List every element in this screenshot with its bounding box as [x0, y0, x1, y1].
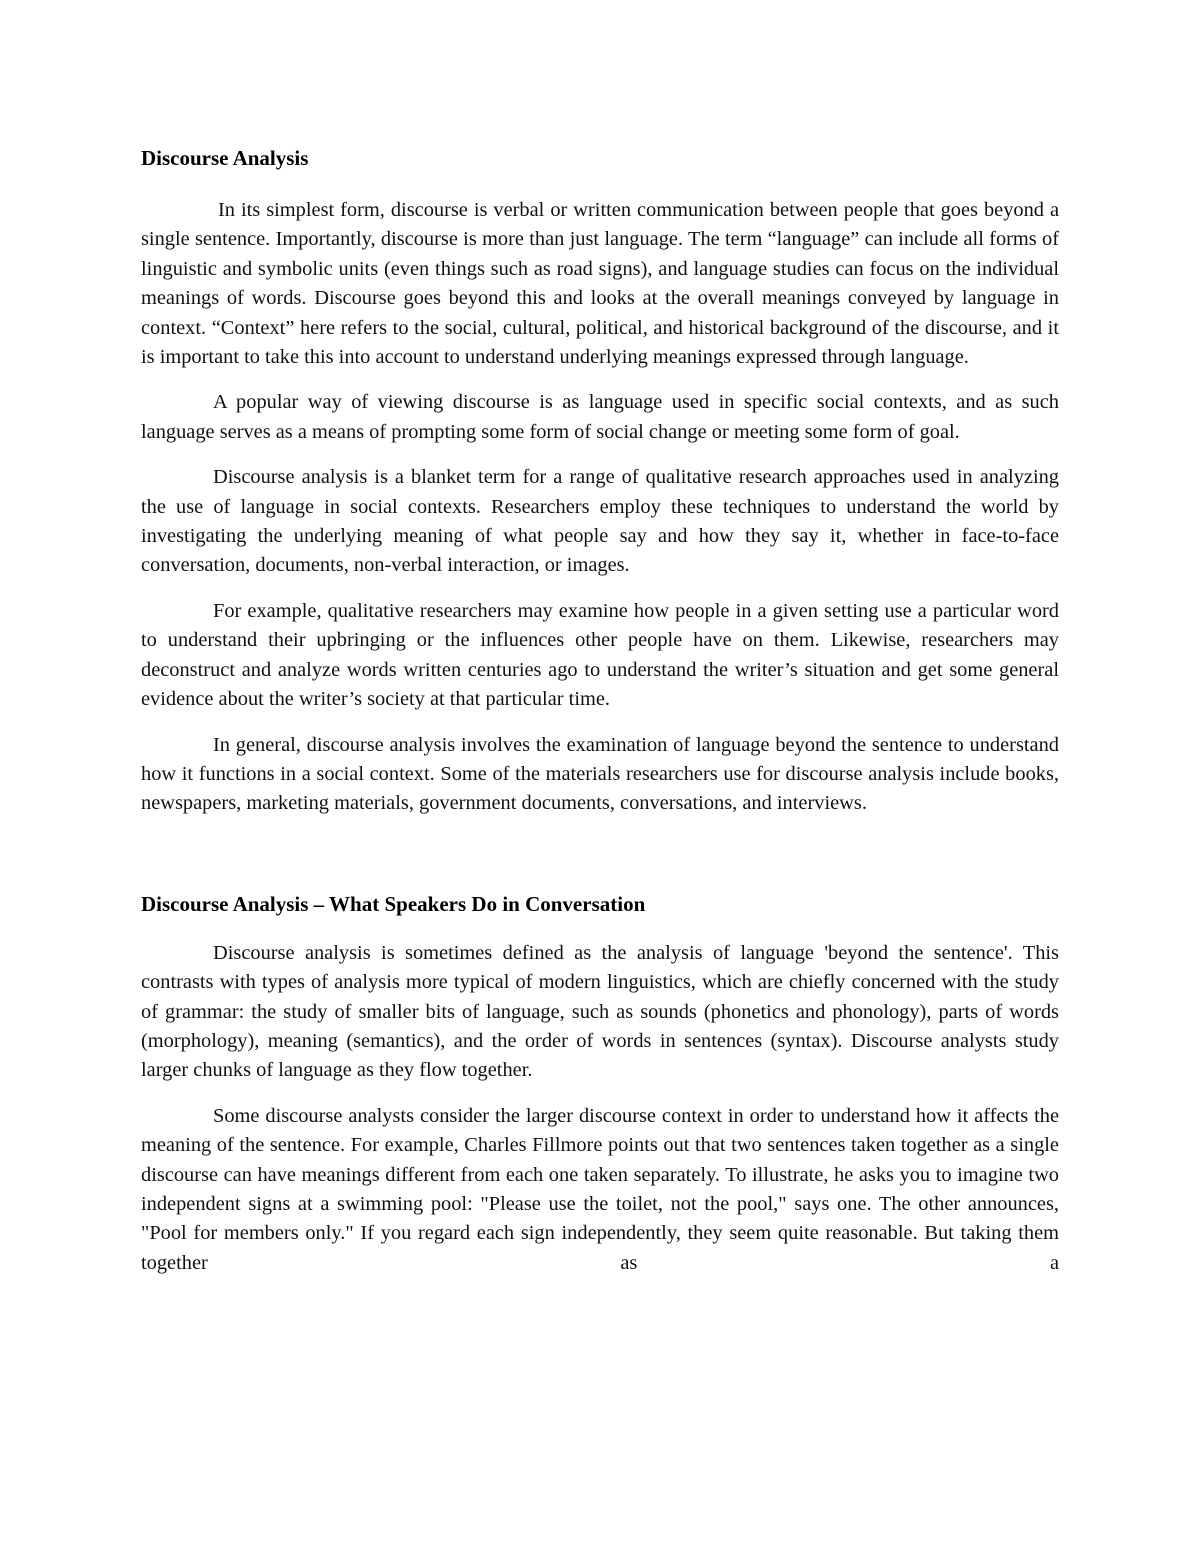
section-2-heading: Discourse Analysis – What Speakers Do in Conversation	[141, 891, 646, 916]
section-1-paragraph-4: For example, qualitative researchers may examine how people in a given setting use a particular word to understand their upbringing or the influences other people have on them. Likewise, researchers may deconstruct and analyze words written centuries ago to understand the writer’s situation and get some general evidence about the writer’s society at that particular time.	[141, 599, 1059, 711]
section-1-paragraph-5: In general, discourse analysis involves the examination of language beyond the sentence to understand how it functions in a social context. Some of the materials researchers use for discourse analysis include books, newspapers, marketing materials, government documents, conversations, and interviews.	[141, 733, 1059, 815]
section-1-paragraph-1: In its simplest form, discourse is verbal or written communication between people that goes beyond a single sentence. Importantly, discourse is more than just language. The term “language” can include all forms of linguistic and symbolic units (even things such as road signs), and language studies can focus on the individual meanings of words. Discourse goes beyond this and looks at the overall meanings conveyed by language in context. “Context” here refers to the social, cultural, political, and historical background of the discourse, and it is important to take this into account to understand underlying meanings expressed through language.	[141, 199, 1059, 369]
section-1-paragraph-2: A popular way of viewing discourse is as language used in specific social contexts, and as such language serves as a means of prompting some form of social change or meeting some form of goal.	[141, 391, 1059, 443]
document-page	[141, 138, 1059, 1278]
section-1-heading: Discourse Analysis	[141, 146, 309, 170]
section-2-paragraph-1: Discourse analysis is sometimes defined as the analysis of language 'beyond the sentence'. This contrasts with types of analysis more typical of modern linguistics, which are chiefly concerned with the study of grammar: the study of smaller bits of language, such as sounds (phonetics and phonology), parts of words (morphology), meaning (semantics), and the order of words in sentences (syntax). Discourse analysts study larger chunks of language as they flow together.	[141, 941, 1059, 1082]
section-1-paragraph-3: Discourse analysis is a blanket term for a range of qualitative research approaches used in analyzing the use of language in social contexts. Researchers employ these techniques to understand the world by investigating the underlying meaning of what people say and how they say it, whether in face-to-face conversation, documents, non-verbal interaction, or images.	[141, 466, 1059, 577]
section-2-paragraph-2: Some discourse analysts consider the larger discourse context in order to understand how it affects the meaning of the sentence. For example, Charles Fillmore points out that two sentences taken together as a single discourse can have meanings different from each one taken separately. To illustrate, he asks you to imagine two independent signs at a swimming pool: "Please use the toilet, not the pool," says one. The other announces, "Pool for members only." If you regard each sign independently, they seem quite reasonable. But taking them together as a	[141, 1104, 1059, 1274]
